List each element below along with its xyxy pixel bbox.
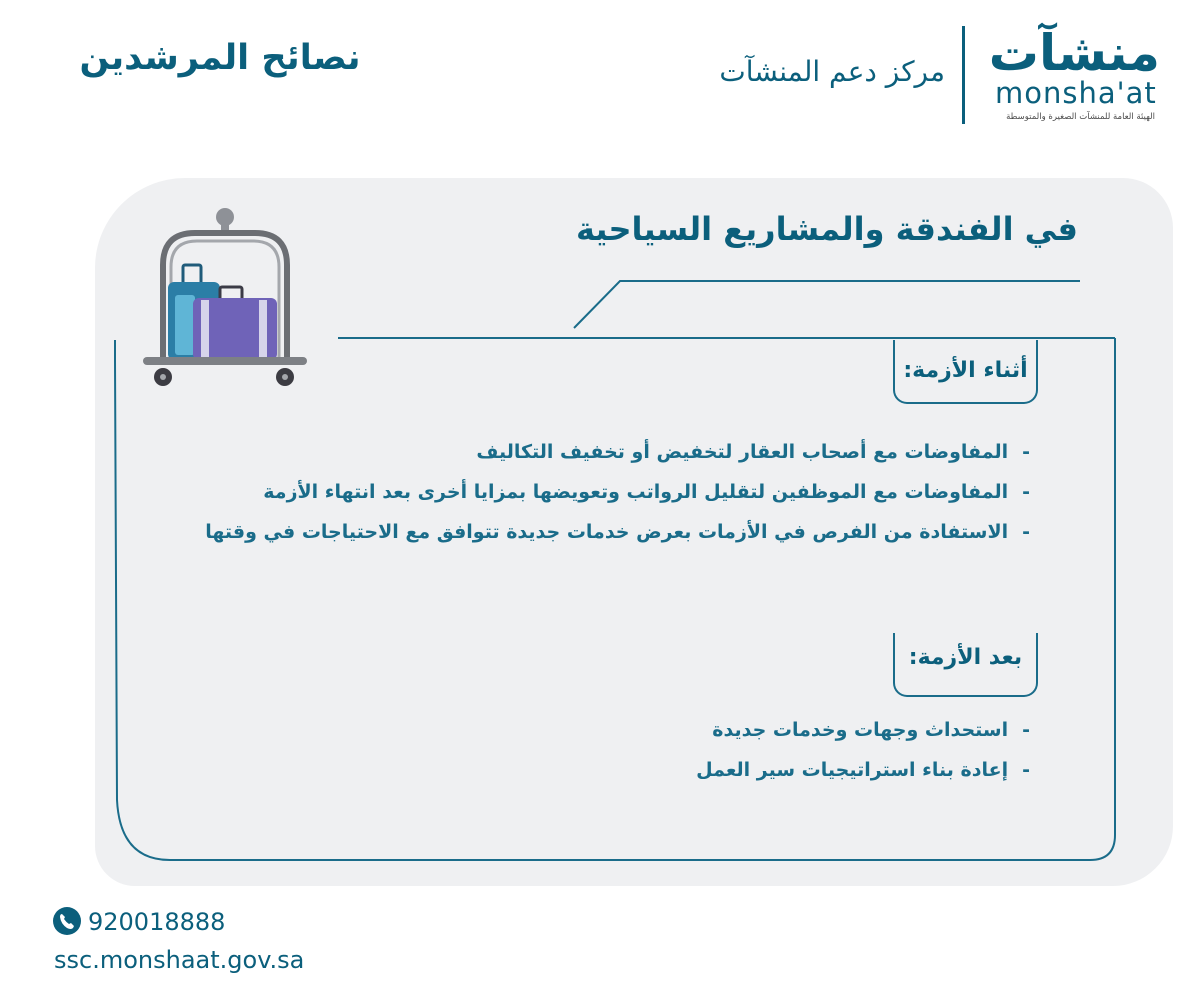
luggage-cart-icon <box>135 205 315 395</box>
page-title: نصائح المرشدين <box>79 38 361 78</box>
list-item: - استحداث وجهات وخدمات جديدة <box>150 716 1030 756</box>
after-label: بعد الأزمة: <box>908 645 1023 670</box>
section-title: في الفندقة والمشاريع السياحية <box>575 210 1078 248</box>
website-link[interactable]: ssc.monshaat.gov.sa <box>54 946 305 974</box>
list-item: - المفاوضات مع أصحاب العقار لتخفيض أو تخفيف التكاليف <box>150 438 1030 478</box>
logo-tagline: الهيئة العامة للمنشآت الصغيرة والمتوسطة <box>1006 112 1155 122</box>
logo-latin: monsha'at <box>995 76 1157 110</box>
during-list <box>150 438 1030 558</box>
logo-arabic: منشآت <box>988 24 1160 82</box>
after-list <box>150 716 1030 796</box>
list-item: - إعادة بناء استراتيجيات سير العمل <box>150 756 1030 796</box>
phone-icon <box>53 907 81 935</box>
during-label: أثناء الأزمة: <box>903 358 1028 383</box>
center-name: مركز دعم المنشآت <box>719 55 945 88</box>
list-item: - الاستفادة من الفرص في الأزمات بعرض خدمات جديدة تتوافق مع الاحتياجات في وقتها <box>150 518 1030 558</box>
phone-number[interactable]: 920018888 <box>88 908 226 936</box>
list-item: - المفاوضات مع الموظفين لتقليل الرواتب وتعويضها بمزايا أخرى بعد انتهاء الأزمة <box>150 478 1030 518</box>
